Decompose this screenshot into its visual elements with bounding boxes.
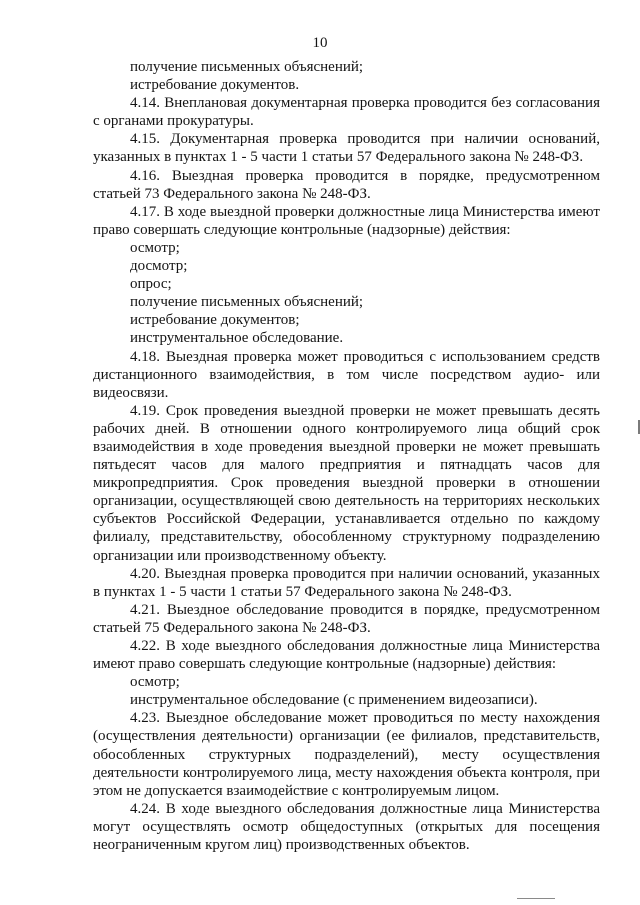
scan-artifact xyxy=(517,898,555,899)
paragraph-4-23: 4.23. Выездное обследование может проводиться по месту нахождения (осуществления деятельности) организации (ее филиалов, представительств, обособленных структурных подразделений), месту осуществления деятельности контролируемого лица, месту нахождения объекта контроля, при этом не допускается взаимодействие с контролируемым лицом. xyxy=(93,710,600,799)
list-item: осмотр; xyxy=(130,239,180,256)
list-item: получение письменных объяснений; xyxy=(130,294,364,311)
list-item: досмотр; xyxy=(130,258,188,275)
paragraph-4-24: 4.24. В ходе выездного обследования должностные лица Министерства могут осуществлять осмотр общедоступных (открытых для посещения неограниченным кругом лиц) производственных объектов. xyxy=(93,800,600,854)
paragraph-4-20: 4.20. Выездная проверка проводится при наличии оснований, указанных в пунктах 1 - 5 части 1 статьи 57 Федерального закона № 248-ФЗ. xyxy=(93,565,600,600)
paragraph-4-14: 4.14. Внеплановая документарная проверка проводится без согласования с органами прокуратуры. xyxy=(93,95,600,130)
list-item: опрос; xyxy=(130,276,172,293)
list-item: инструментальное обследование (с применением видеозаписи). xyxy=(130,692,538,709)
page-number: 10 xyxy=(312,35,328,51)
paragraph-4-22: 4.22. В ходе выездного обследования должностные лица Министерства имеют право совершать следующие контрольные (надзорные) действия: xyxy=(93,638,600,673)
list-item: истребование документов; xyxy=(130,312,300,329)
list-item: осмотр; xyxy=(130,674,180,691)
paragraph-4-19: 4.19. Срок проведения выездной проверки не может превышать десять рабочих дней. В отношении одного контролируемого лица общий срок взаимодействия в ходе проведения выездной проверки не может превышать пятьдесят часов для малого предприятия и пятнадцать часов для микропредприятия. Срок проведения выездной проверки в отношении организации, осуществляющей свою деятельность на территориях нескольких субъектов Российской Федерации, устанавливается отдельно по каждому филиалу, представительству, обособленному структурному подразделению организации или производственному объекту. xyxy=(93,402,600,564)
paragraph-4-21: 4.21. Выездное обследование проводится в порядке, предусмотренном статьей 75 Федерального закона № 248-ФЗ. xyxy=(93,601,600,636)
paragraph-4-15: 4.15. Документарная проверка проводится при наличии оснований, указанных в пунктах 1 - 5 части 1 статьи 57 Федерального закона № 248-ФЗ. xyxy=(93,131,600,166)
list-item: инструментальное обследование. xyxy=(130,330,344,347)
paragraph-4-16: 4.16. Выездная проверка проводится в порядке, предусмотренном статьей 73 Федерального закона № 248-ФЗ. xyxy=(93,167,600,202)
list-item: получение письменных объяснений; xyxy=(130,59,364,75)
paragraph-4-17: 4.17. В ходе выездной проверки должностные лица Министерства имеют право совершать следующие контрольные (надзорные) действия: xyxy=(93,203,600,238)
document-body xyxy=(93,58,600,854)
list-item: истребование документов. xyxy=(130,77,300,94)
paragraph-4-18: 4.18. Выездная проверка может проводиться с использованием средств дистанционного взаимодействия, в том числе посредством аудио- или видеосвязи. xyxy=(93,348,600,401)
